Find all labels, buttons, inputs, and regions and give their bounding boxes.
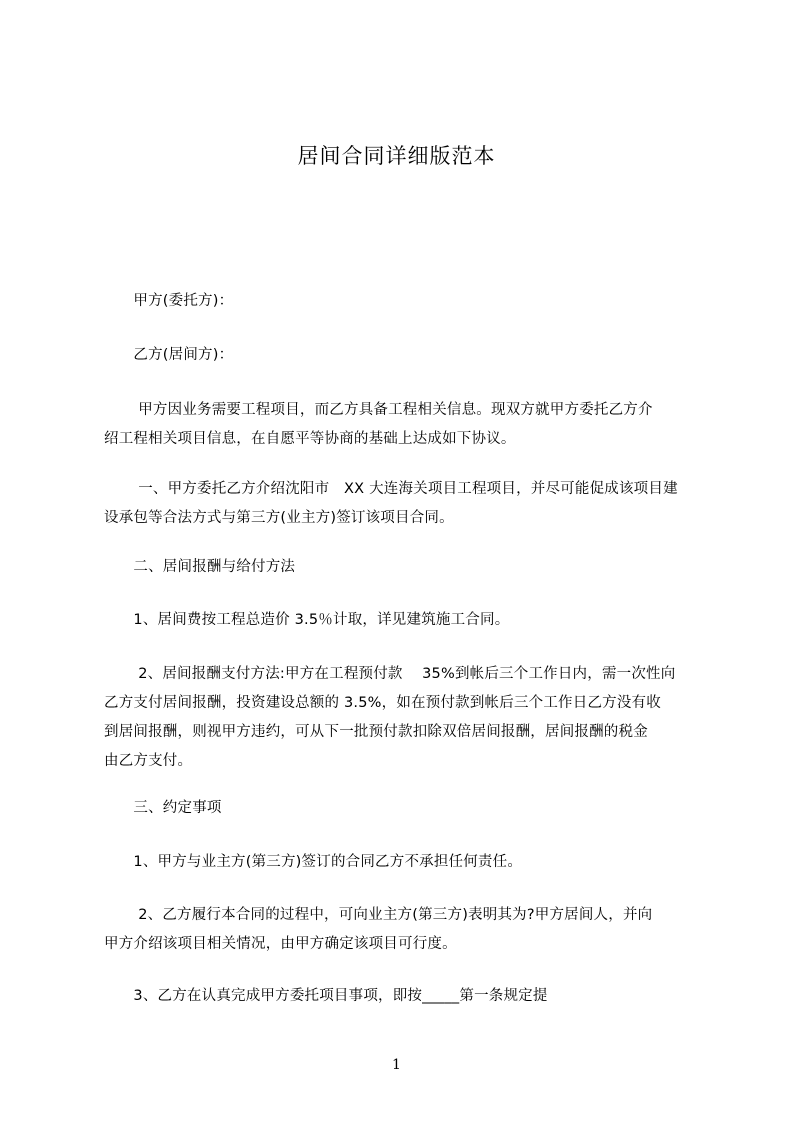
paragraph-intro — [104, 396, 724, 454]
paragraph-liability — [104, 848, 724, 877]
text-line: 甲方(委托方)： — [104, 293, 234, 309]
heading-section-3 — [104, 794, 724, 823]
text-line: 二、居间报酬与给付方法 — [104, 559, 296, 575]
paragraph-party-a — [104, 287, 724, 316]
text-line: 三、约定事项 — [104, 800, 222, 816]
document-title: 居间合同详细版范本 — [297, 144, 496, 168]
text-line: 3、乙方在认真完成甲方委托项目事项，即按_____第一条规定提 — [104, 988, 548, 1004]
text-line: 由乙方支付。 — [104, 753, 193, 769]
paragraph-fee — [104, 606, 724, 635]
heading-section-2 — [104, 553, 724, 582]
text-line: 甲方介绍该项目相关情况，由甲方确定该项目可行度。 — [104, 936, 457, 952]
text-line: 乙方(居间方)： — [104, 347, 234, 363]
text-line: 设承包等合法方式与第三方(业主方)签订该项目合同。 — [104, 510, 454, 526]
page-number: 1 — [392, 1057, 401, 1073]
text-line: 乙方支付居间报酬，投资建设总额的 3.5%，如在预付款到帐后三个工作日乙方没有收 — [104, 695, 661, 711]
text-line: 甲方因业务需要工程项目，而乙方具备工程相关信息。现双方就甲方委托乙方介 — [104, 402, 653, 418]
paragraph-completion — [104, 982, 724, 1011]
text-line: 绍工程相关项目信息，在自愿平等协商的基础上达成如下协议。 — [104, 431, 516, 447]
text-line: 1、甲方与业主方(第三方)签订的合同乙方不承担任何责任。 — [104, 854, 523, 870]
paragraph-party-b — [104, 341, 724, 370]
text-line: 1、居间费按工程总造价 3.5％计取，详见建筑施工合同。 — [104, 612, 510, 628]
text-line: 2、居间报酬支付方法:甲方在工程预付款 35%到帐后三个工作日内，需一次性向 — [104, 666, 676, 682]
text-line: 2、乙方履行本合同的过程中，可向业主方(第三方)表明其为?甲方居间人，并向 — [104, 907, 653, 923]
text-line: 到居间报酬，则视甲方违约，可从下一批预付款扣除双倍居间报酬，居间报酬的税金 — [104, 724, 648, 740]
text-line: 一、甲方委托乙方介绍沈阳市 XX 大连海关项目工程项目，并尽可能促成该项目建 — [104, 481, 678, 497]
paragraph-representation — [104, 901, 724, 959]
paragraph-clause-1 — [104, 475, 724, 533]
paragraph-payment — [104, 660, 724, 776]
